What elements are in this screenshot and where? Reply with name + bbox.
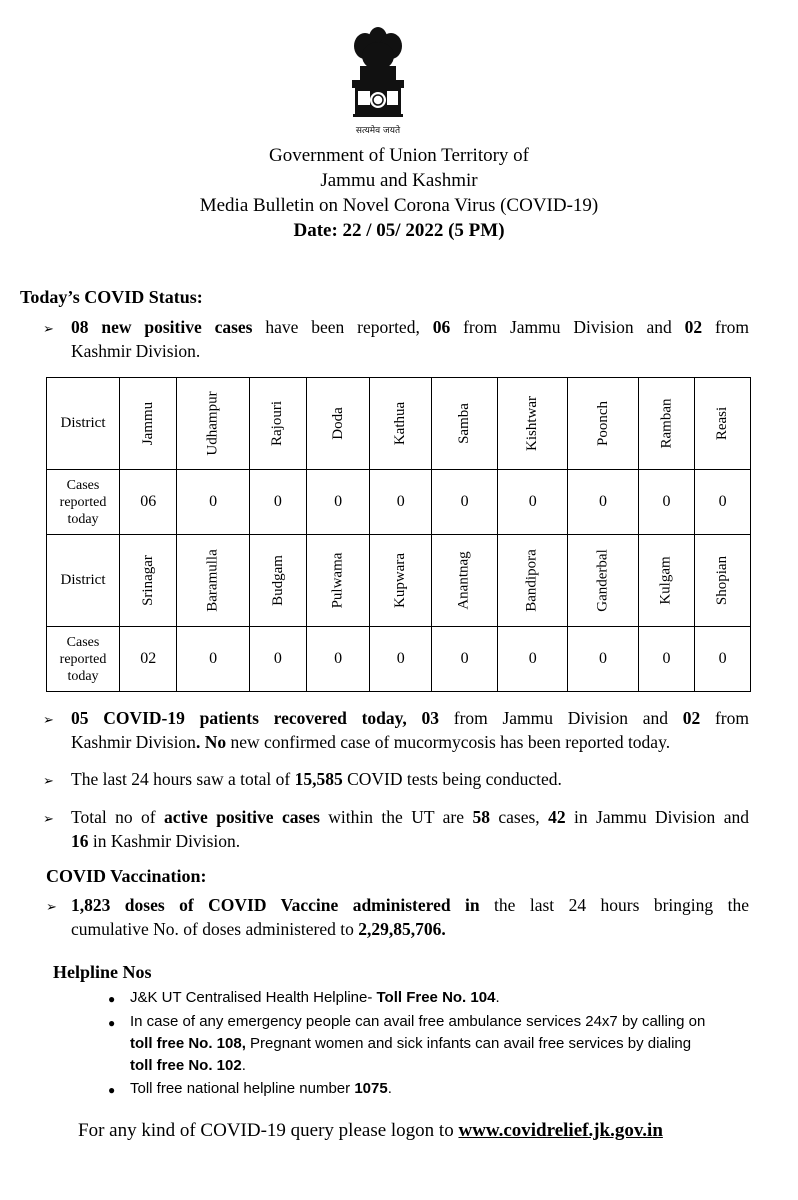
national-emblem-icon [338,22,418,140]
case-count-cell: 0 [498,627,568,692]
case-count-cell: 0 [432,627,498,692]
district-name-cell: Budgam [249,535,306,627]
district-name-cell: Baramulla [177,535,249,627]
case-count-cell: 0 [307,470,370,535]
arrow-bullet-icon: ➢ [46,899,57,914]
arrow-bullet-icon: ➢ [43,811,54,826]
district-name-cell: Shopian [695,535,751,627]
district-name-cell: Kathua [370,378,432,470]
status-paragraph-4: Total no of active positive cases within the UT are 58 cases, 42 in Jammu Division and 16 in Kashmir Division. [71,807,749,851]
status-paragraph-3: The last 24 hours saw a total of 15,585 COVID tests being conducted. [71,769,562,789]
footer-note: For any kind of COVID-19 query please logon to www.covidrelief.jk.gov.in [78,1120,663,1141]
vaccination-title: COVID Vaccination: [46,866,207,886]
header-line-3: Media Bulletin on Novel Corona Virus (COVID-19) [199,195,599,216]
arrow-bullet-icon: ➢ [43,712,54,727]
cases-header: Cases reported today [47,470,120,535]
arrow-bullet-icon: ➢ [43,321,54,336]
district-name-cell: Udhampur [177,378,249,470]
district-name-cell: Ramban [638,378,695,470]
district-name-cell: Kulgam [638,535,695,627]
emblem-motto: सत्यमेव जयते [355,126,401,136]
case-count-cell: 0 [432,470,498,535]
case-count-cell: 02 [120,627,177,692]
district-header: District [47,378,120,470]
district-name-cell: Reasi [695,378,751,470]
case-count-cell: 0 [307,627,370,692]
status-title: Today’s COVID Status: [20,287,203,307]
district-name-cell: Poonch [568,378,638,470]
helpline-item-1: J&K UT Centralised Health Helpline- Toll Free No. 104. [130,989,500,1006]
header-line-1: Government of Union Territory of [268,145,530,166]
helpline-title: Helpline Nos [53,962,152,982]
case-count-cell: 0 [638,470,695,535]
case-count-cell: 06 [120,470,177,535]
dot-bullet-icon: ● [108,992,116,1006]
helpline-item-3: Toll free national helpline number 1075. [130,1080,392,1097]
district-name-cell: Srinagar [120,535,177,627]
case-count-cell: 0 [249,470,306,535]
district-header: District [47,535,120,627]
case-count-cell: 0 [177,627,249,692]
dot-bullet-icon: ● [108,1083,116,1097]
case-count-cell: 0 [695,627,751,692]
district-cases-table [46,377,751,692]
district-name-cell: Ganderbal [568,535,638,627]
district-name-cell: Pulwama [307,535,370,627]
vaccination-paragraph: 1,823 doses of COVID Vaccine administered in the last 24 hours bringing the cumulative No. of doses administered to 2,29,85,706. [71,895,749,939]
case-count-cell: 0 [638,627,695,692]
cases-header: Cases reported today [47,627,120,692]
case-count-cell: 0 [568,470,638,535]
case-count-cell: 0 [695,470,751,535]
helpline-item-2: In case of any emergency people can avail free ambulance services 24x7 by calling on toll free No. 108, Pregnant women and sick infants can avail free services by dialing toll free No. 102. [130,1013,706,1074]
case-count-cell: 0 [370,627,432,692]
header-line-2: Jammu and Kashmir [320,170,478,191]
bulletin-header [0,143,798,243]
case-count-cell: 0 [568,627,638,692]
status-paragraph-2: 05 COVID-19 patients recovered today, 03 from Jammu Division and 02 from Kashmir Division. No new confirmed case of mucormycosis has been reported today. [71,708,749,752]
case-count-cell: 0 [498,470,568,535]
arrow-bullet-icon: ➢ [43,773,54,788]
case-count-cell: 0 [249,627,306,692]
case-count-cell: 0 [177,470,249,535]
district-name-cell: Kishtwar [498,378,568,470]
district-name-cell: Kupwara [370,535,432,627]
covid-relief-link[interactable]: www.covidrelief.jk.gov.in [458,1120,663,1141]
district-name-cell: Jammu [120,378,177,470]
district-name-cell: Rajouri [249,378,306,470]
dot-bullet-icon: ● [108,1016,116,1030]
district-name-cell: Samba [432,378,498,470]
district-name-cell: Bandipora [498,535,568,627]
status-paragraph-1: 08 new positive cases have been reported, 06 from Jammu Division and 02 from Kashmir Division. [71,317,750,361]
case-count-cell: 0 [370,470,432,535]
bulletin-date: Date: 22 / 05/ 2022 (5 PM) [293,220,505,241]
district-name-cell: Doda [307,378,370,470]
district-name-cell: Anantnag [432,535,498,627]
